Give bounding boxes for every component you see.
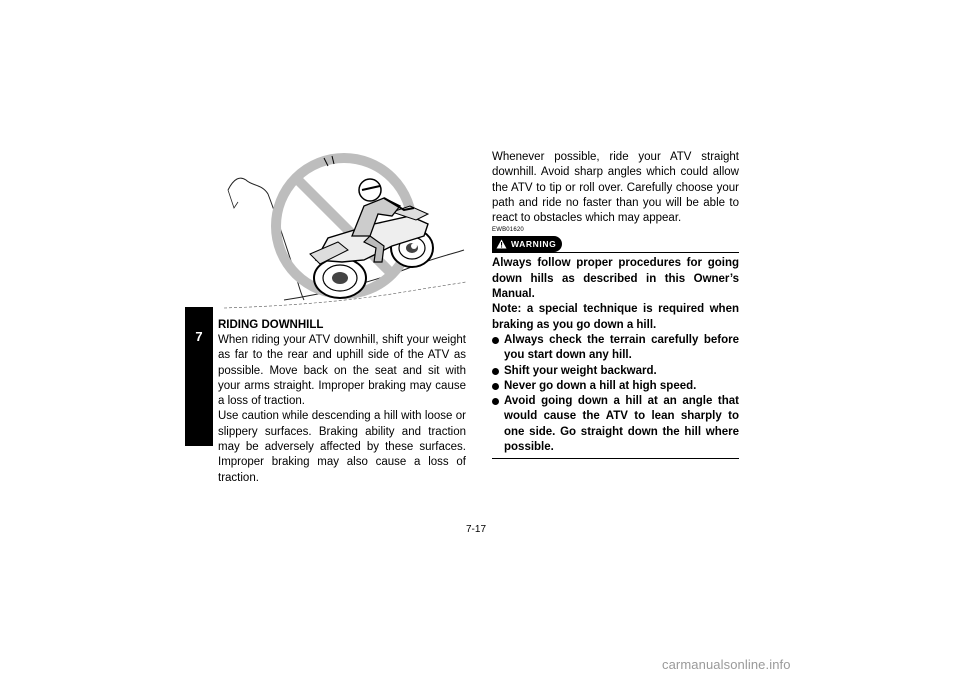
body-paragraph: Use caution while descending a hill with loose or slippery surfaces. Braking ability and traction may be adversely affected by these surfaces. Improper braking may also cause a loss of traction. bbox=[218, 410, 466, 484]
warning-triangle-icon bbox=[496, 239, 507, 249]
warning-paragraph: Note: a special technique is required when braking as you go down a hill. bbox=[492, 303, 739, 331]
list-item: Avoid going down a hill at an angle that would cause the ATV to lean sharply to one side. Go straight down the hill where possible. bbox=[492, 394, 739, 455]
body-paragraph: When riding your ATV downhill, shift your weight as far to the rear and uphill side of the ATV as possible. Move back on the seat and sit with your arms straight. Improper braking may cause a loss of traction. bbox=[218, 334, 466, 408]
list-item: Never go down a hill at high speed. bbox=[492, 379, 739, 394]
warning-header bbox=[492, 236, 739, 253]
prohibited-atv-diagonal-descent-icon bbox=[224, 150, 466, 310]
warning-badge bbox=[492, 236, 562, 252]
warning-paragraph: Always follow proper procedures for going down hills as described in this Owner’s Manual. bbox=[492, 257, 739, 301]
chapter-tab bbox=[185, 307, 213, 446]
warning-bullet-list bbox=[492, 333, 739, 455]
page-number: 7-17 bbox=[466, 524, 487, 535]
intro-paragraph: Whenever possible, ride your ATV straight downhill. Avoid sharp angles which could allow the ATV to tip or roll over. Carefully choose your path and ride no faster than you will be able to react to obstacles which may appear. bbox=[492, 151, 739, 225]
right-column bbox=[492, 150, 739, 459]
warning-code: EWB01620 bbox=[492, 227, 524, 234]
section-heading: RIDING DOWNHILL bbox=[218, 319, 324, 331]
list-item: Always check the terrain carefully before you start down any hill. bbox=[492, 333, 739, 364]
watermark: carmanualsonline.info bbox=[662, 657, 791, 672]
warning-label: WARNING bbox=[511, 239, 557, 250]
chapter-number: 7 bbox=[195, 329, 203, 344]
bullet-dot-icon bbox=[492, 337, 499, 344]
bullet-dot-icon bbox=[492, 398, 499, 405]
left-column bbox=[218, 318, 466, 486]
warning-end-rule bbox=[492, 458, 739, 459]
list-item: Shift your weight backward. bbox=[492, 364, 739, 379]
bullet-dot-icon bbox=[492, 383, 499, 390]
bullet-dot-icon bbox=[492, 368, 499, 375]
